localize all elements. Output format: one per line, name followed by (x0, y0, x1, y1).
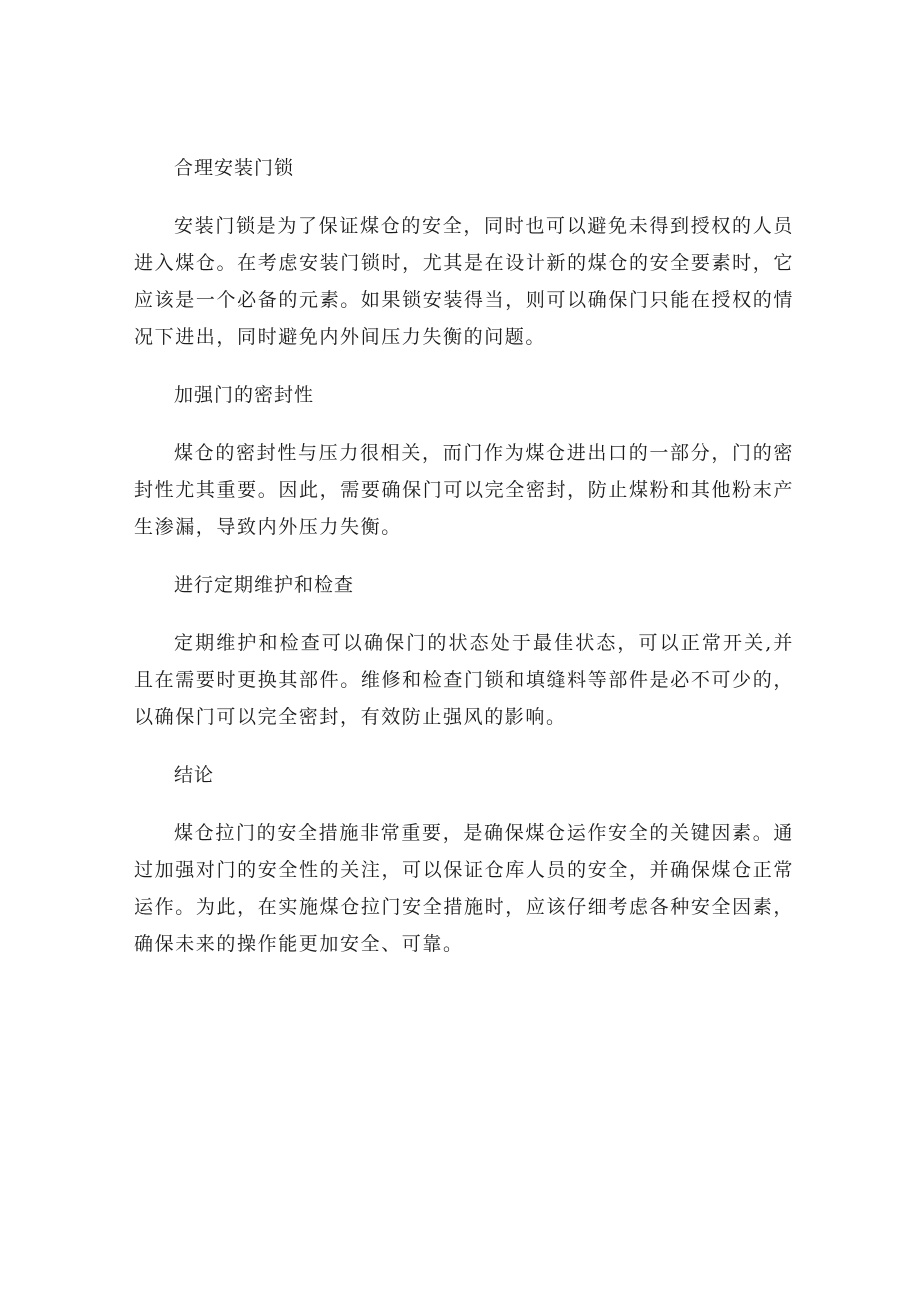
section-paragraph: 安装门锁是为了保证煤仓的安全，同时也可以避免未得到授权的人员进入煤仓。在考虑安装门锁时，尤其是在设计新的煤仓的安全要素时，它应该是一个必备的元素。如果锁安装得当，则可以确保门只能在授权的情况下进出，同时避免内外间压力失衡的问题。 (134, 215, 794, 348)
section-maintenance (134, 567, 794, 736)
section-paragraph: 煤仓的密封性与压力很相关，而门作为煤仓进出口的一部分，门的密封性尤其重要。因此，需要确保门可以完全密封，防止煤粉和其他粉末产生渗漏，导致内外压力失衡。 (134, 442, 794, 538)
section-paragraph: 煤仓拉门的安全措施非常重要，是确保煤仓运作安全的关键因素。通过加强对门的安全性的关注，可以保证仓库人员的安全，并确保煤仓正常运作。为此，在实施煤仓拉门安全措施时，应该仔细考虑各种安全因素，确保未来的操作能更加安全、可靠。 (134, 822, 794, 955)
section-conclusion (134, 757, 794, 963)
section-paragraph: 定期维护和检查可以确保门的状态处于最佳状态，可以正常开关,并且在需要时更换其部件。维修和检查门锁和填缝料等部件是必不可少的，以确保门可以完全密封，有效防止强风的影响。 (134, 632, 794, 728)
section-heading: 进行定期维护和检查 (174, 574, 355, 596)
document-page (134, 150, 794, 984)
section-door-sealing (134, 377, 794, 546)
section-heading: 加强门的密封性 (174, 384, 315, 406)
section-heading: 合理安装门锁 (174, 157, 295, 179)
section-heading: 结论 (174, 764, 215, 786)
section-door-lock (134, 150, 794, 356)
